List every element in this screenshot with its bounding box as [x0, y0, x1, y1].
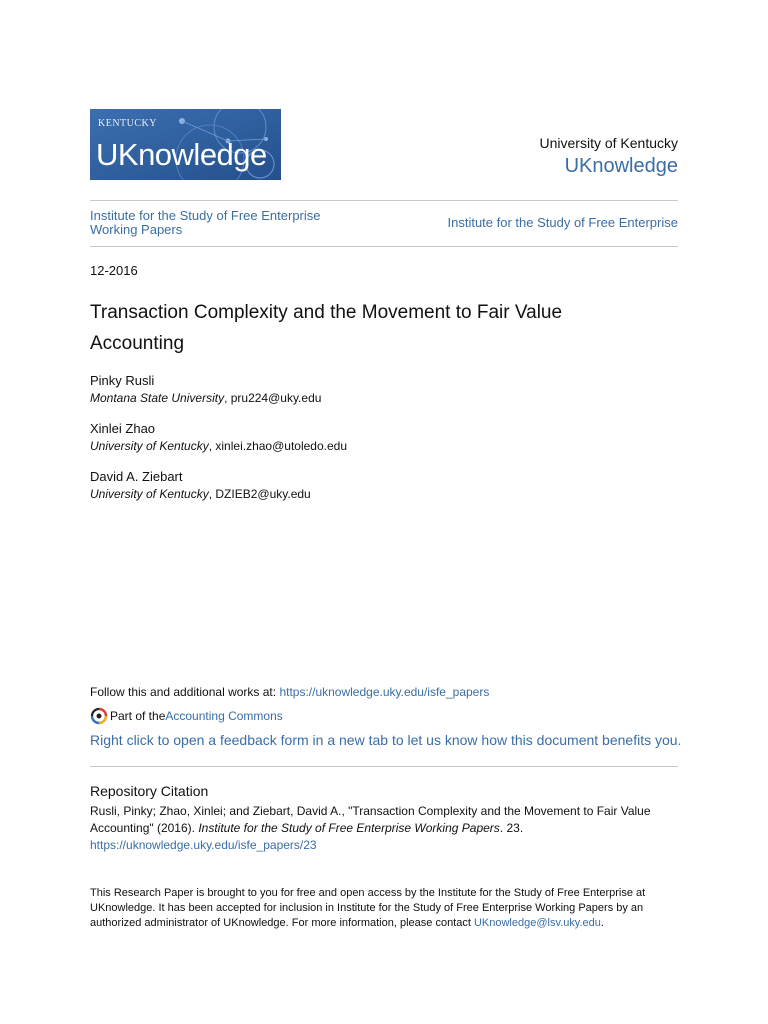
cover-page — [90, 0, 682, 1024]
access-line3 — [90, 916, 678, 931]
author-name: Xinlei Zhao — [90, 421, 156, 436]
series-link-left[interactable] — [90, 209, 380, 237]
repository-link[interactable]: UKnowledge — [564, 155, 678, 177]
logo-wordmark: UKnowledge — [96, 137, 267, 172]
citation-line2-end: . 23. — [499, 821, 524, 835]
follow-url-link[interactable]: https://uknowledge.uky.edu/isfe_papers — [279, 685, 490, 699]
citation-line2 — [90, 820, 678, 837]
citation-line1: Rusli, Pinky; Zhao, Xinlei; and Ziebart, David A., "Transaction Complexity and the Movement to Fair Value — [90, 804, 651, 818]
contact-email-link[interactable]: UKnowledge@lsv.uky.edu — [473, 917, 601, 929]
author-email: , pru224@uky.edu — [224, 391, 322, 405]
author-1 — [90, 372, 321, 406]
access-line3-text: authorized administrator of UKnowledge. For more information, please contact — [90, 917, 474, 929]
author-email: , DZIEB2@uky.edu — [208, 487, 311, 501]
follow-label: Follow this and additional works at: — [90, 685, 280, 699]
author-institution: Montana State University — [90, 391, 225, 405]
header-right — [540, 135, 679, 178]
repository-citation-body — [90, 803, 678, 854]
author-institution: University of Kentucky — [90, 487, 209, 501]
author-name: David A. Ziebart — [90, 469, 183, 484]
author-2 — [90, 420, 347, 454]
series-left-line2: Working Papers — [90, 222, 183, 237]
title-line2: Accounting — [90, 333, 185, 354]
author-email: , xinlei.zhao@utoledo.edu — [208, 439, 347, 453]
citation-url-link[interactable]: https://uknowledge.uky.edu/isfe_papers/23 — [90, 838, 317, 852]
access-line1: This Research Paper is brought to you for free and open access by the Institute for the Study of Free Enterprise at — [90, 887, 646, 899]
title-line1: Transaction Complexity and the Movement to Fair Value — [90, 302, 563, 323]
author-affiliation — [90, 486, 311, 502]
access-line2: UKnowledge. It has been accepted for inclusion in Institute for the Study of Free Enterprise Working Papers by an — [90, 902, 644, 914]
divider-bottom — [90, 246, 678, 247]
divider-citation — [90, 766, 678, 767]
repository-citation-heading: Repository Citation — [90, 783, 209, 799]
author-institution: University of Kentucky — [90, 439, 209, 453]
partof-label: Part of the — [110, 709, 166, 723]
series-link-right[interactable]: Institute for the Study of Free Enterprise — [447, 215, 678, 230]
university-name: University of Kentucky — [539, 135, 678, 151]
paper-title — [90, 297, 650, 359]
feedback-link[interactable]: Right click to open a feedback form in a new tab to let us know how this document benefits you. — [90, 732, 682, 748]
citation-line2-start: Accounting" (2016). — [90, 821, 199, 835]
author-3 — [90, 468, 311, 502]
accounting-commons-link[interactable]: Accounting Commons — [165, 709, 283, 723]
follow-works-line — [90, 685, 489, 699]
access-line3-end: . — [600, 917, 604, 929]
part-of-line — [90, 707, 283, 725]
series-left-line1: Institute for the Study of Free Enterprise — [90, 208, 321, 223]
divider-top — [90, 200, 678, 201]
author-name: Pinky Rusli — [90, 373, 155, 388]
logo-university-text: KENTUCKY — [98, 118, 157, 129]
citation-journal: Institute for the Study of Free Enterprise Working Papers — [198, 821, 500, 835]
access-statement — [90, 886, 678, 931]
publication-date: 12-2016 — [90, 263, 138, 278]
commons-network-icon — [90, 707, 108, 725]
uknowledge-logo[interactable] — [90, 109, 281, 180]
author-affiliation — [90, 438, 347, 454]
author-affiliation — [90, 390, 321, 406]
